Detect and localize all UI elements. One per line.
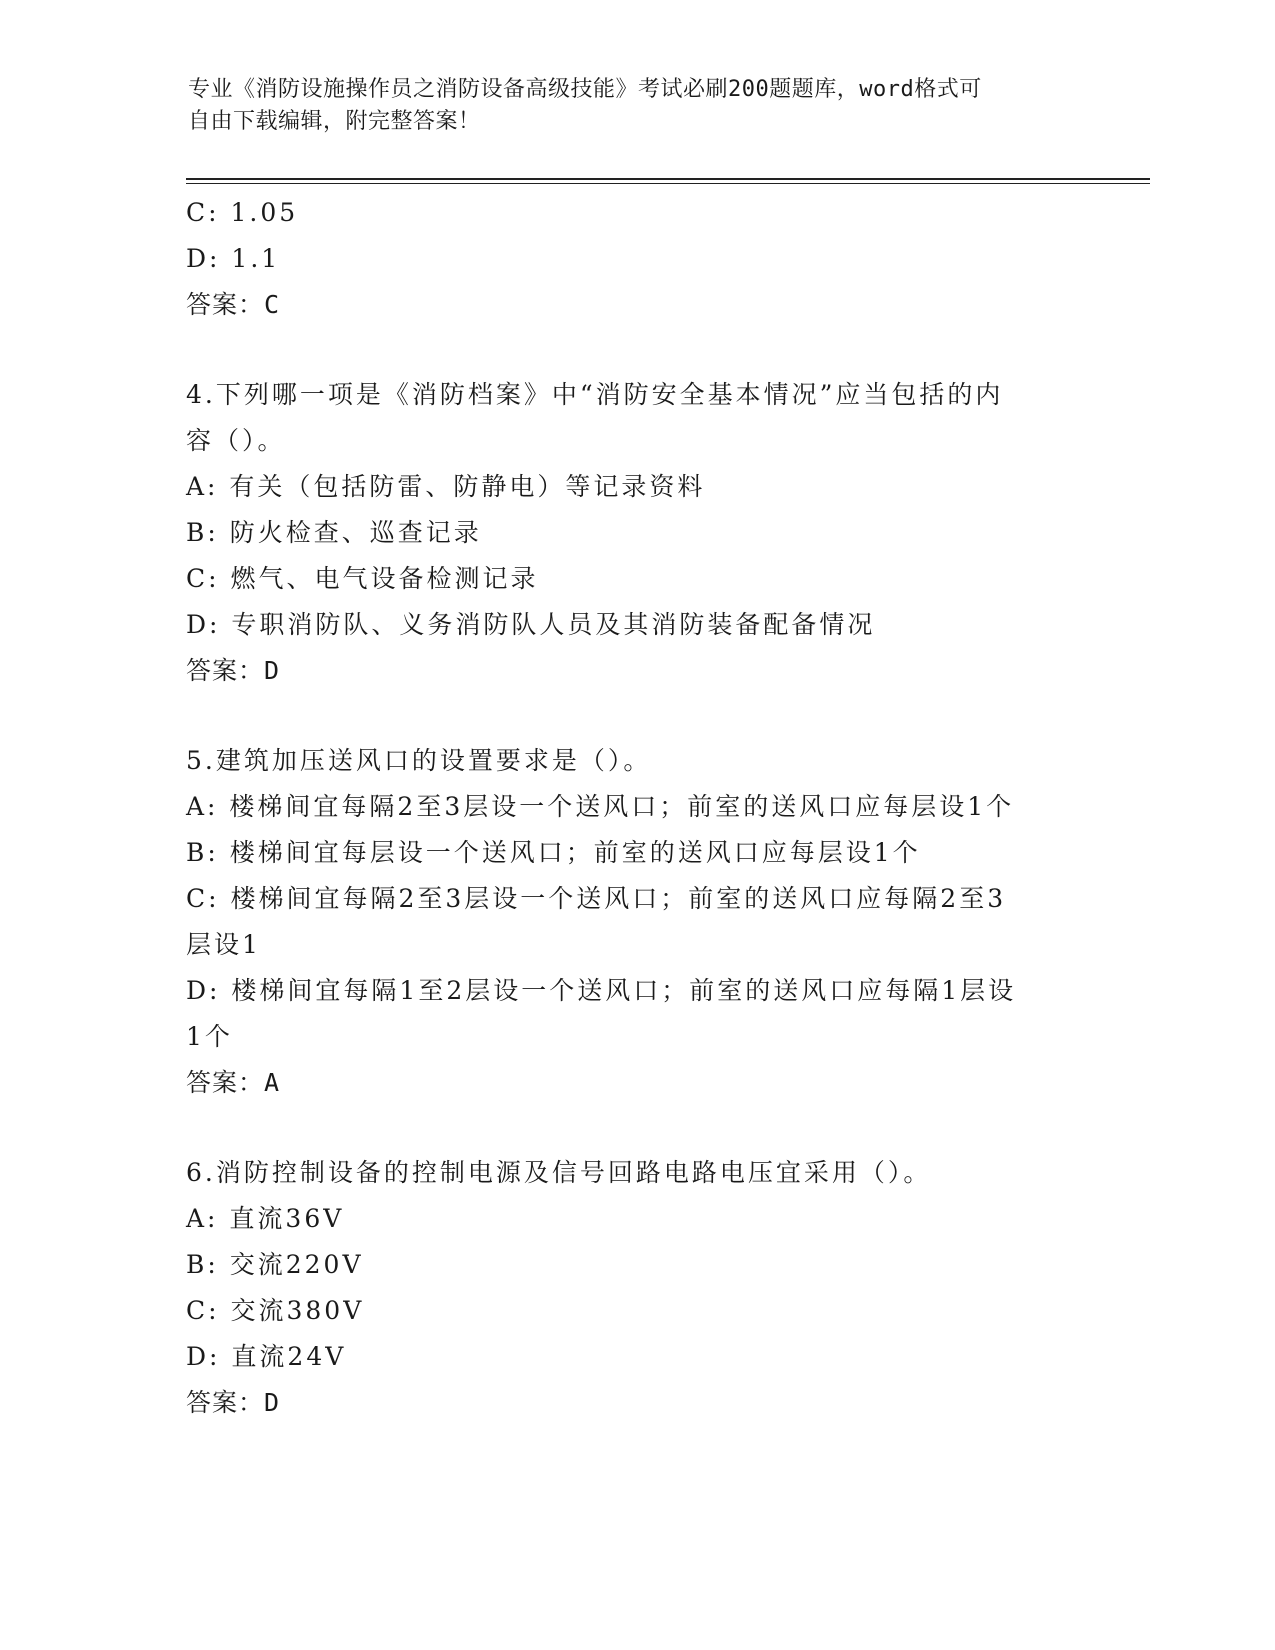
q4-option-a: A: 有关（包括防雷、防静电）等记录资料 xyxy=(186,472,706,501)
header-divider-thick xyxy=(186,178,1150,180)
q4-option-b: B: 防火检查、巡查记录 xyxy=(186,518,482,547)
spacer xyxy=(186,1106,1086,1150)
question-6 xyxy=(186,1150,1086,1426)
spacer xyxy=(186,328,1086,372)
q5-option-a: A: 楼梯间宜每隔2至3层设一个送风口；前室的送风口应每层设1个 xyxy=(186,792,1015,821)
q5-option-d-line-1: D: 楼梯间宜每隔1至2层设一个送风口；前室的送风口应每隔1层设 xyxy=(186,976,1017,1005)
q6-question: 6.消防控制设备的控制电源及信号回路电路电压宜采用（）。 xyxy=(186,1158,932,1187)
q5-option-d-line-2: 1个 xyxy=(186,1022,233,1051)
question-3 xyxy=(186,190,1086,328)
q4-option-d: D: 专职消防队、义务消防队人员及其消防装备配备情况 xyxy=(186,610,876,639)
q5-option-c-line-1: C: 楼梯间宜每隔2至3层设一个送风口；前室的送风口应每隔2至3 xyxy=(186,884,1007,913)
q6-option-d: D: 直流24V xyxy=(186,1342,347,1371)
q3-answer: 答案：C xyxy=(186,290,281,319)
q3-option-d: D: 1.1 xyxy=(186,244,281,273)
question-4 xyxy=(186,372,1086,694)
q6-option-b: B: 交流220V xyxy=(186,1250,364,1279)
q4-question-line-1: 4.下列哪一项是《消防档案》中“消防安全基本情况”应当包括的内 xyxy=(186,380,1004,409)
q5-option-c-line-2: 层设1 xyxy=(186,930,261,959)
q4-answer: 答案：D xyxy=(186,656,281,685)
q6-option-c: C: 交流380V xyxy=(186,1296,365,1325)
q3-option-c: C: 1.05 xyxy=(186,198,299,227)
question-5 xyxy=(186,738,1086,1106)
header-title-line-2: 自由下载编辑，附完整答案！ xyxy=(188,109,481,134)
page-header xyxy=(188,74,1088,138)
q5-question: 5.建筑加压送风口的设置要求是（）。 xyxy=(186,746,652,775)
q6-answer: 答案：D xyxy=(186,1388,281,1417)
header-title-line-1: 专业《消防设施操作员之消防设备高级技能》考试必刷200题题库，word格式可 xyxy=(188,77,982,102)
spacer xyxy=(186,694,1086,738)
question-list xyxy=(186,190,1086,1426)
q4-question-line-2: 容（）。 xyxy=(186,426,286,455)
q5-answer: 答案：A xyxy=(186,1068,281,1097)
q5-option-b: B: 楼梯间宜每层设一个送风口；前室的送风口应每层设1个 xyxy=(186,838,921,867)
header-divider-thin xyxy=(186,183,1150,184)
q4-option-c: C: 燃气、电气设备检测记录 xyxy=(186,564,539,593)
q6-option-a: A: 直流36V xyxy=(186,1204,345,1233)
